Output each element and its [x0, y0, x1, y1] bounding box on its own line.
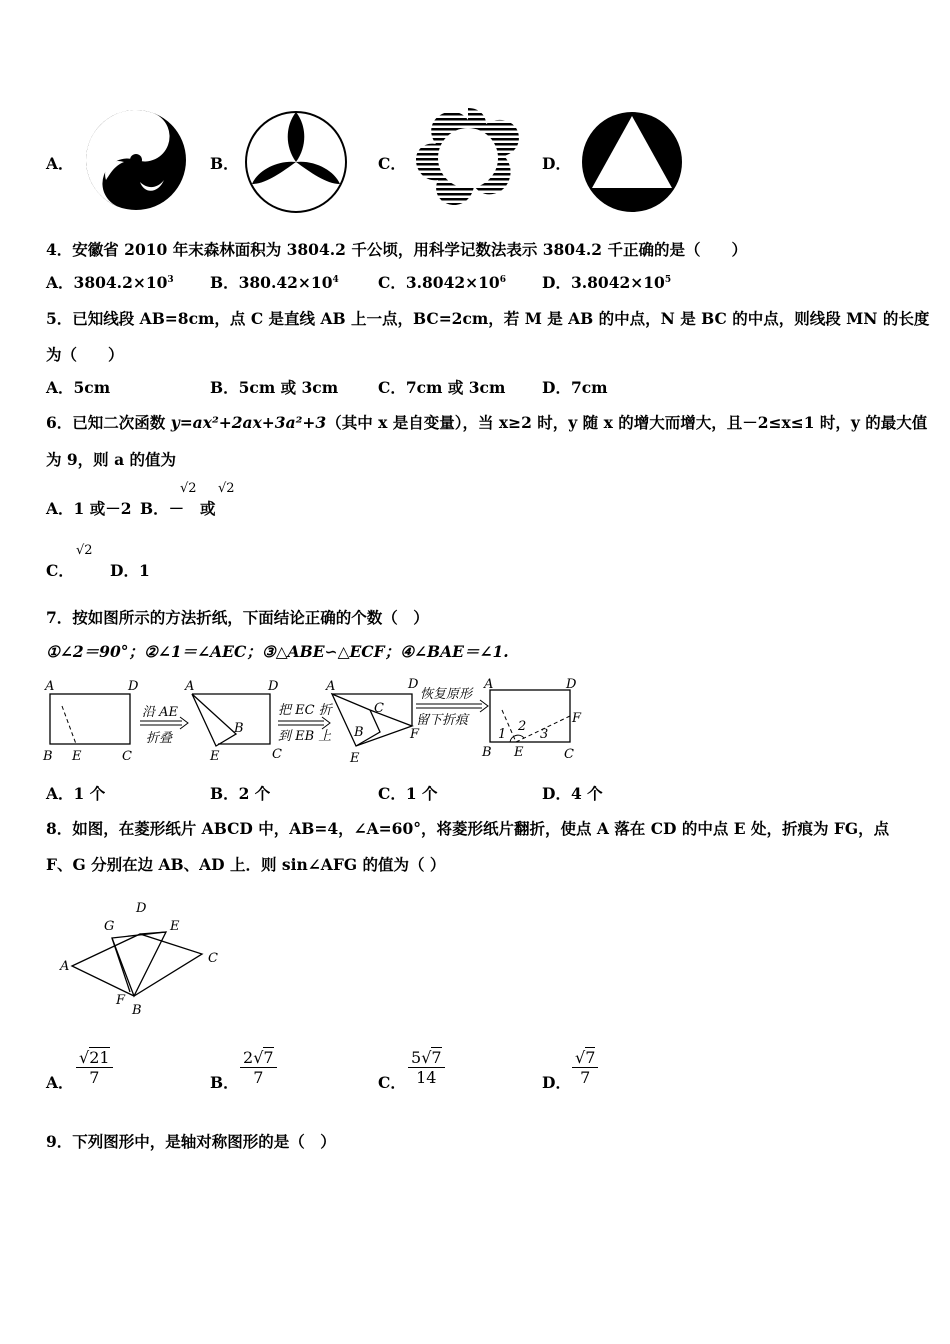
q7-p3-A: A [326, 679, 336, 694]
q7-panel1-rect [50, 694, 130, 744]
q6-option-c-radical: √2 [76, 543, 93, 558]
q7-conclusions: ①∠2＝90°；②∠1＝∠AEC；③△ABE∽△ECF；④∠BAE＝∠1. [46, 642, 509, 661]
q7-p1-D: D [128, 679, 139, 694]
q8-rhombus-figure [58, 898, 228, 1020]
q6-option-c-label: C． [46, 561, 74, 580]
q7-arrow2-bottom: 到 EB 上 [278, 729, 332, 744]
q7-option-b: B．2 个 [210, 784, 271, 803]
q7-p4-C: C [564, 747, 574, 762]
q7-folding-figure [40, 676, 600, 768]
q8-option-b-label: B． [210, 1073, 239, 1092]
q8-option-b-fraction: $\frac{2√7}{7}$ [240, 1048, 277, 1087]
q8-option-d-label: D． [542, 1073, 571, 1092]
q6-stem-line2: 为 9，则 a 的值为 [46, 450, 177, 469]
q8-stem-line1: 8．如图，在菱形纸片 ABCD 中，AB=4，∠A=60°，将菱形纸片翻折，使点 A 落在 CD 的中点 E 处，折痕为 FG，点 [46, 819, 890, 838]
q7-p4-3: 3 [540, 727, 549, 742]
q3-option-d-label: D． [542, 154, 571, 173]
q6-option-b-radical-2: √2 [218, 481, 235, 496]
q7-p2-A: A [185, 679, 195, 694]
q8-option-c-label: C． [378, 1073, 406, 1092]
tomoe-circle-icon [84, 108, 188, 212]
q4-option-b: B．$380.42\times 10^4$ [210, 273, 339, 292]
q6-option-b-radical-1: √2 [180, 481, 197, 496]
triangle-in-circle-icon [580, 110, 684, 214]
q7-p3-F: F [410, 727, 420, 742]
q7-p4-2: 2 [518, 719, 527, 734]
q7-p4-1: 1 [498, 727, 507, 742]
q7-arrow2-top: 把 EC 折 [278, 703, 332, 718]
q8-option-c-fraction: $\frac{5√7}{14}$ [408, 1048, 445, 1087]
q7-arrow3-top: 恢复原形 [420, 687, 473, 702]
q7-arrow3-bottom: 留下折痕 [416, 713, 469, 728]
q7-p4-F: F [572, 711, 582, 726]
q7-p2-B: B [234, 721, 244, 736]
q4-option-d: D．$3.8042\times 10^5$ [542, 273, 672, 292]
q7-p2-D: D [268, 679, 279, 694]
q8-option-d-fraction: $\frac{√7}{7}$ [572, 1048, 598, 1087]
q7-p2-E: E [210, 749, 220, 764]
q5-option-c: C．7cm 或 3cm [378, 378, 506, 397]
q6-option-b-or: 或 [200, 499, 216, 518]
q7-p2-C: C [272, 747, 282, 762]
q3-option-b-label: B． [210, 154, 239, 173]
q7-p3-C: C [374, 701, 384, 716]
q4-option-a: A．$3804.2\times 10^3$ [46, 273, 174, 292]
q5-option-b: B．5cm 或 3cm [210, 378, 339, 397]
q7-option-c: C．1 个 [378, 784, 438, 803]
q6-stem-line1: 6．已知二次函数 y=ax²+2ax+3a²+3（其中 x 是自变量），当 x≥2 时，y 随 x 的增大而增大，且－2≤x≤1 时，y 的最大值 [46, 413, 928, 432]
q8-option-a-fraction: $\frac{√21}{7}$ [76, 1048, 113, 1087]
q7-option-a: A．1 个 [46, 784, 106, 803]
q7-arrow1-top: 沿 AE [142, 705, 179, 720]
q7-p4-A: A [484, 677, 494, 692]
q8-pt-C: C [208, 951, 218, 966]
q6-option-d: D．1 [110, 561, 150, 580]
q7-p3-D: D [408, 677, 419, 692]
three-petal-circle-icon [244, 110, 348, 214]
q7-option-d: D．4 个 [542, 784, 603, 803]
q8-pt-B: B [132, 1003, 142, 1018]
q7-arrow1-bottom: 折叠 [146, 731, 173, 746]
q7-p3-B: B [354, 725, 364, 740]
q7-p3-E: E [350, 751, 360, 766]
q5-stem-line1: 5．已知线段 AB=8cm，点 C 是直线 AB 上一点，BC=2cm，若 M 是 AB 的中点，N 是 BC 的中点，则线段 MN 的长度 [46, 309, 930, 328]
q3-option-c-label: C． [378, 154, 406, 173]
q6-option-a: A．1 或－2 [46, 499, 132, 518]
q4-stem: 4．安徽省 2010 年末森林面积为 3804.2 千公顷，用科学记数法表示 3804.2 千正确的是（ ） [46, 240, 747, 259]
q5-option-d: D．7cm [542, 378, 608, 397]
q8-stem-line2: F、G 分别在边 AB、AD 上．则 sin∠AFG 的值为（ ） [46, 855, 446, 874]
q9-stem: 9．下列图形中，是轴对称图形的是（ ） [46, 1132, 336, 1151]
q6-option-b-label: B．－ [140, 499, 185, 518]
q8-option-a-label: A． [46, 1073, 74, 1092]
q8-pt-F: F [116, 993, 126, 1008]
q3-option-a-label: A． [46, 154, 74, 173]
q7-p4-D: D [566, 677, 577, 692]
q8-pt-G: G [104, 919, 115, 934]
q7-p4-E: E [514, 745, 524, 760]
q5-stem-line2: 为（ ） [46, 345, 124, 364]
q7-p4-B: B [482, 745, 492, 760]
q5-option-a: A．5cm [46, 378, 111, 397]
q8-pt-E: E [170, 919, 180, 934]
q4-option-c: C．$3.8042\times 10^6$ [378, 273, 506, 292]
q7-stem: 7．按如图所示的方法折纸，下面结论正确的个数（ ） [46, 608, 429, 627]
q8-pt-D: D [136, 901, 147, 916]
q7-p1-B: B [43, 749, 53, 764]
q8-pt-A: A [60, 959, 70, 974]
striped-flower-icon [414, 108, 522, 212]
q7-p1-C: C [122, 749, 132, 764]
q7-p1-A: A [45, 679, 55, 694]
q7-p1-E: E [72, 749, 82, 764]
